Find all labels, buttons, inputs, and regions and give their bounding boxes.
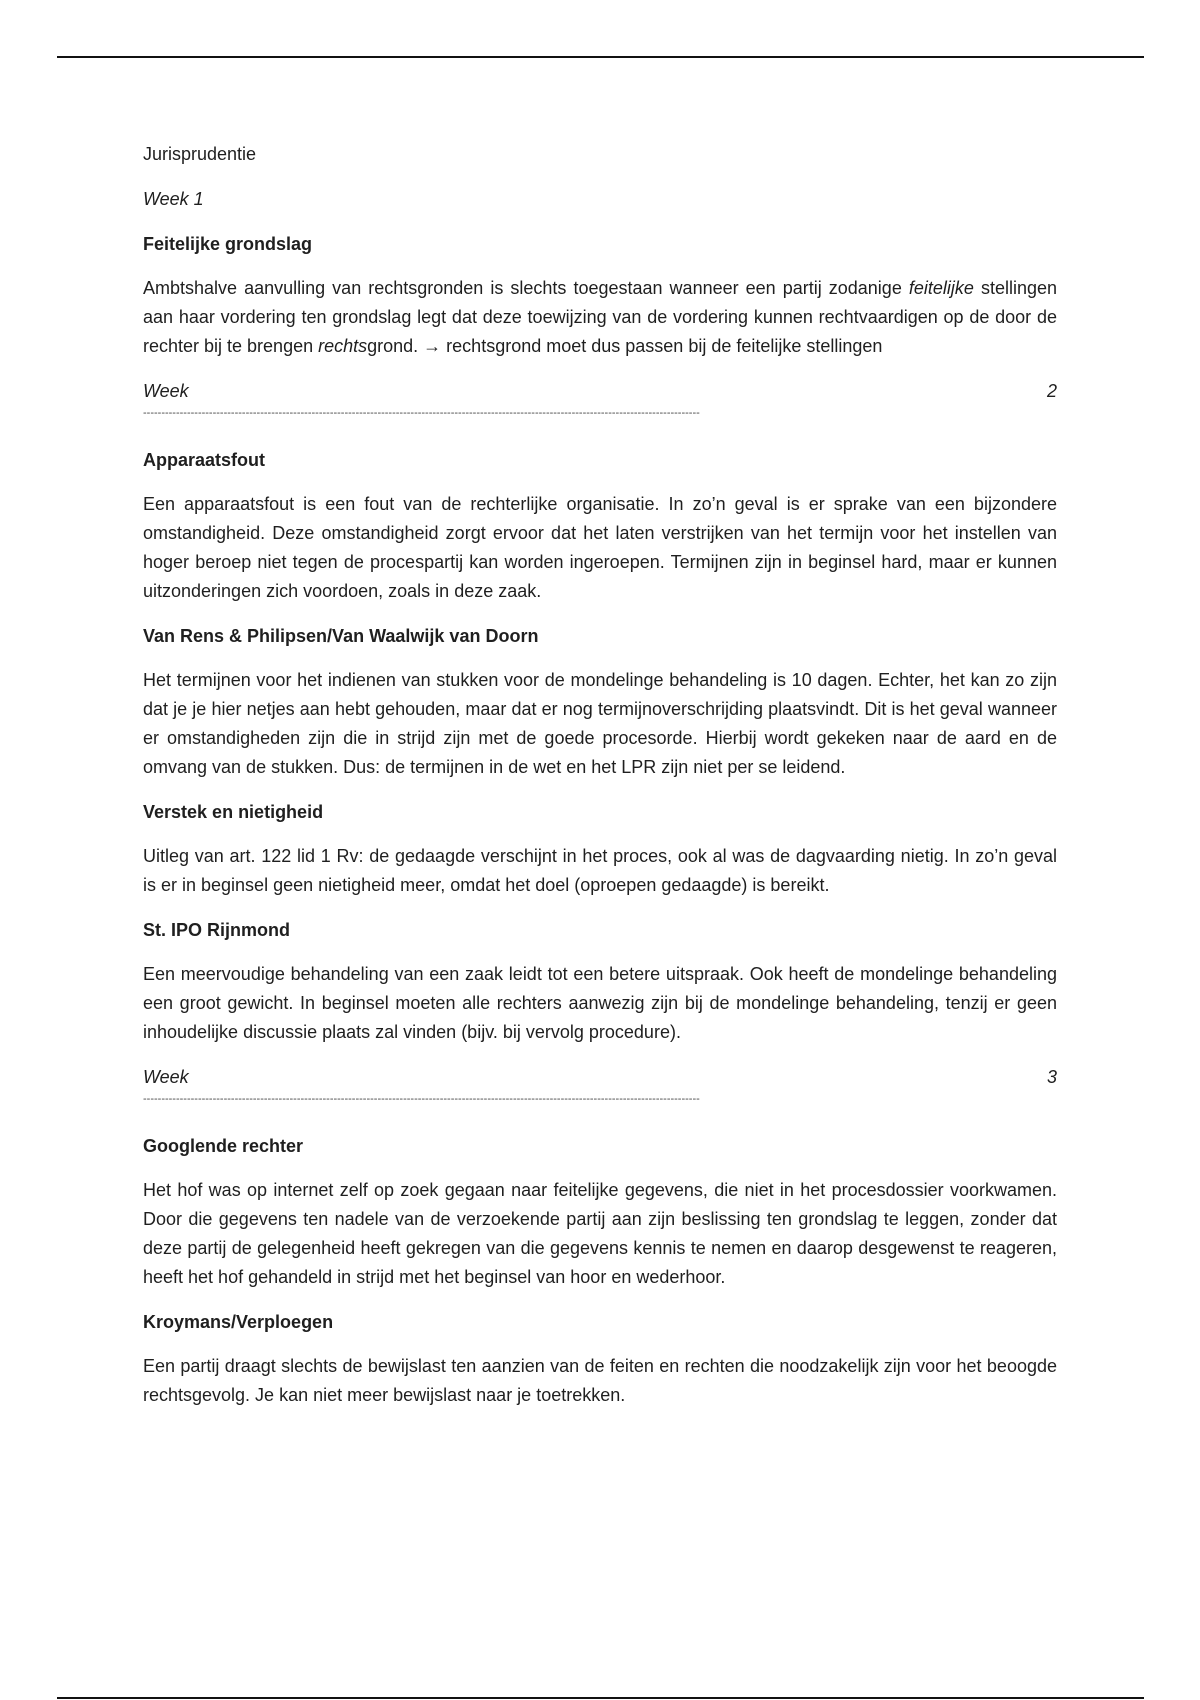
- case-body-verstek: Uitleg van art. 122 lid 1 Rv: de gedaagde verschijnt in het proces, ook al was de dagvaarding nietig. In zo’n geval is er in beginsel geen nietigheid meer, omdat het doel (oproepen gedaagde) is bereikt.: [143, 846, 1057, 895]
- case-title-apparaatsfout: Apparaatsfout: [143, 450, 266, 470]
- week-2-separator: --------------------------------------------------------------------------------------------------------------------------------------------------------: [143, 407, 700, 419]
- case-body-apparaatsfout: Een apparaatsfout is een fout van de rechterlijke organisatie. In zo’n geval is er sprake van een bijzondere omstandigheid. Deze omstandigheid zorgt ervoor dat het laten verstrijken van het termijn voor het instellen van hoger beroep niet tegen de procespartij kan worden ingeroepen. Termijnen zijn in beginsel hard, maar er kunnen uitzonderingen zich voordoen, zoals in deze zaak.: [143, 494, 1057, 601]
- week-3-heading: [143, 1063, 1057, 1092]
- case-title-feitelijke-grondslag: Feitelijke grondslag: [143, 234, 313, 254]
- week-word: Week: [143, 381, 189, 401]
- body-text: stellingen aan haar vordering ten grondslag legt dat deze toewijzing van de vordering kunnen rechtvaardigen op de door de rechter bij te brengen: [143, 278, 1057, 356]
- case-title-verstek: Verstek en nietigheid: [143, 802, 324, 822]
- case-title-googlende-rechter: Googlende rechter: [143, 1136, 304, 1156]
- emphasis-rechts: rechts: [318, 336, 368, 356]
- top-rule: [57, 56, 1144, 58]
- document-page: [143, 140, 1057, 1426]
- course-title: Jurisprudentie: [143, 144, 257, 164]
- case-title-ipo-rijnmond: St. IPO Rijnmond: [143, 920, 290, 940]
- case-body-kroymans: Een partij draagt slechts de bewijslast ten aanzien van de feiten en rechten die noodzakelijk zijn voor het beoogde rechtsgevolg. Je kan niet meer bewijslast naar je toetrekken.: [143, 1356, 1057, 1405]
- emphasis-feitelijke: feitelijke: [908, 278, 974, 298]
- case-body-feitelijke-grondslag: [143, 274, 1057, 361]
- week-number: 3: [1046, 1067, 1057, 1087]
- week-3-separator: --------------------------------------------------------------------------------------------------------------------------------------------------------: [143, 1093, 700, 1105]
- case-body-googlende-rechter: Het hof was op internet zelf op zoek gegaan naar feitelijke gegevens, die niet in het procesdossier voorkwamen. Door die gegevens ten nadele van de verzoekende partij aan zijn beslissing ten grondslag te leggen, zonder dat deze partij de gelegenheid heeft gekregen van die gegevens kennis te nemen en daarop desgewenst te reageren, heeft het hof gehandeld in strijd met het beginsel van hoor en wederhoor.: [143, 1180, 1057, 1287]
- week-word: Week: [143, 1067, 189, 1087]
- case-title-van-rens: Van Rens & Philipsen/Van Waalwijk van Doorn: [143, 626, 539, 646]
- week-number: 2: [1046, 381, 1057, 401]
- case-body-van-rens: Het termijnen voor het indienen van stukken voor de mondelinge behandeling is 10 dagen. Echter, het kan zo zijn dat je je hier netjes aan hebt gehouden, maar dat er nog termijnoverschrijding plaatsvindt. Dit is het geval wanneer er omstandigheden zijn die in strijd zijn met de goede procesorde. Hierbij wordt gekeken naar de aard en de omvang van de stukken. Dus: de termijnen in de wet en het LPR zijn niet per se leidend.: [143, 670, 1057, 777]
- bottom-rule: [57, 1697, 1144, 1699]
- week-1-label: Week 1: [143, 189, 204, 209]
- case-title-kroymans: Kroymans/Verploegen: [143, 1312, 334, 1332]
- body-text: Ambtshalve aanvulling van rechtsgronden is slechts toegestaan wanneer een partij zodanige: [143, 278, 909, 298]
- week-2-heading: [143, 377, 1057, 406]
- body-text: grond. → rechtsgrond moet dus passen bij de feitelijke stellingen: [367, 336, 883, 356]
- case-body-ipo-rijnmond: Een meervoudige behandeling van een zaak leidt tot een betere uitspraak. Ook heeft de mondelinge behandeling een groot gewicht. In beginsel moeten alle rechters aanwezig zijn bij de mondelinge behandeling, tenzij er geen inhoudelijke discussie plaats zal vinden (bijv. bij vervolg procedure).: [143, 964, 1057, 1042]
